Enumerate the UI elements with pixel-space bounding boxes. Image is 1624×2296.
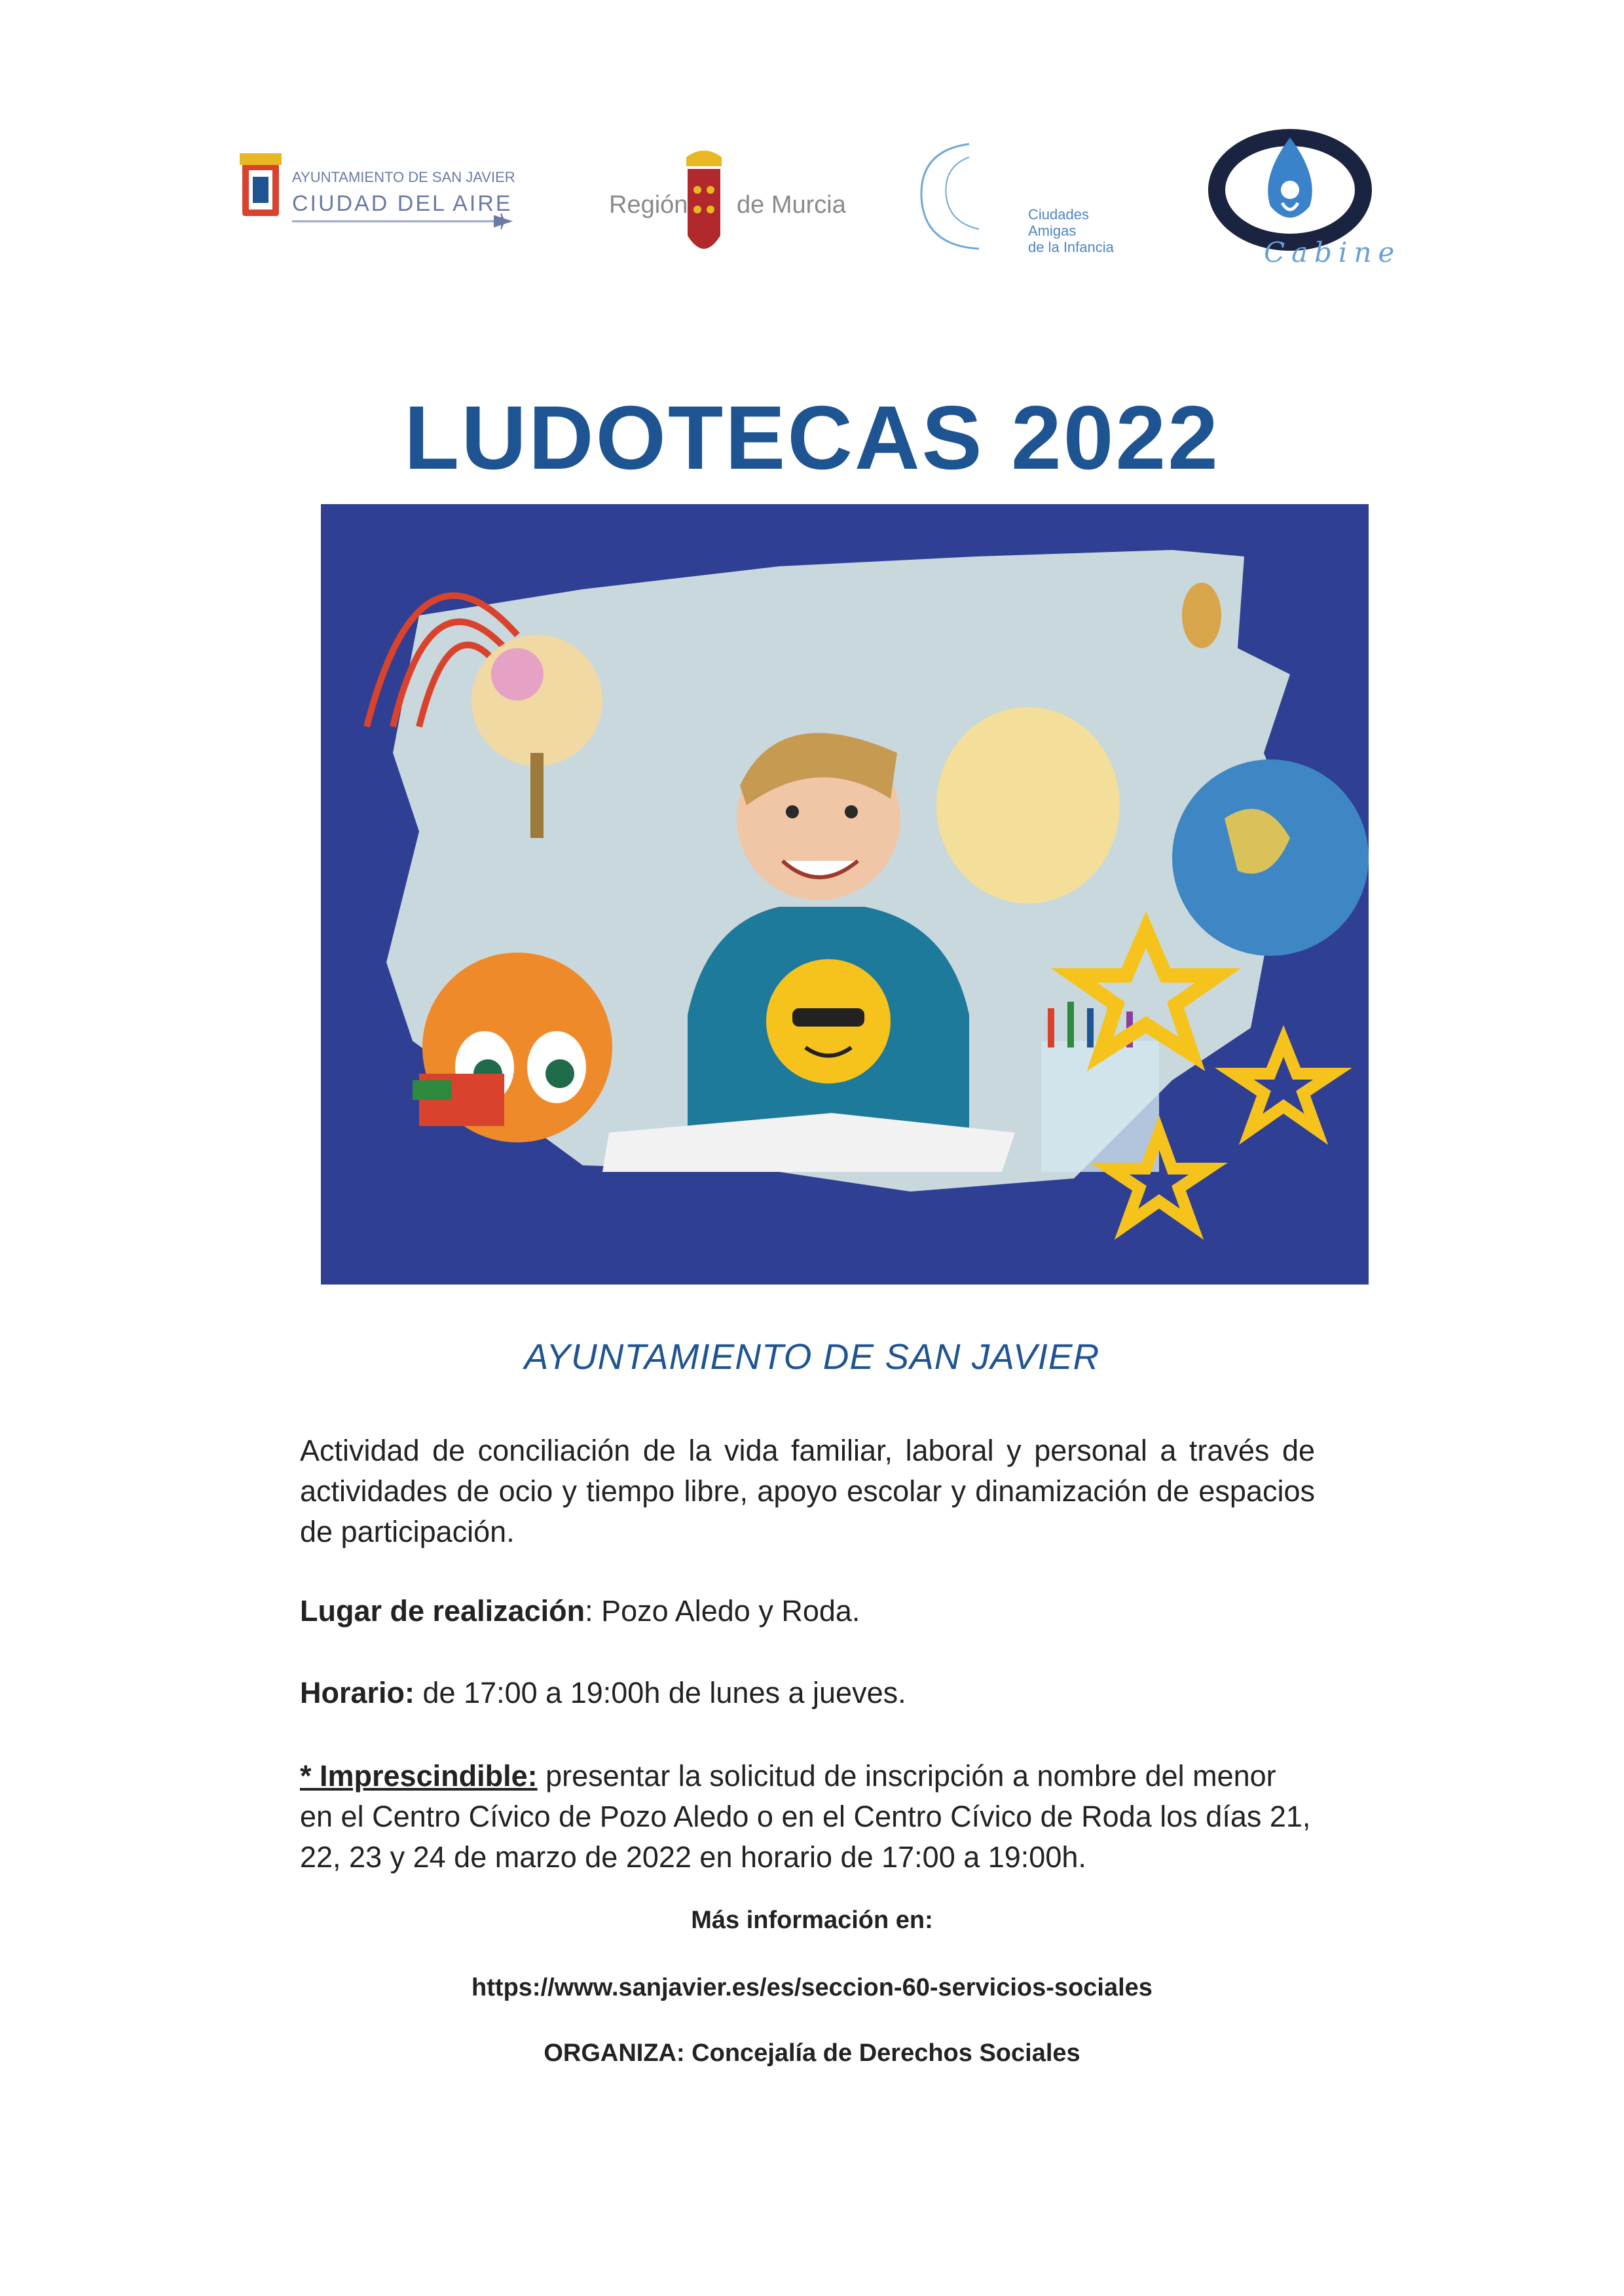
horario-label: Horario: [300,1676,415,1709]
lugar-separator: : [585,1594,602,1628]
san-javier-line2: CIUDAD DEL AIRE [292,191,513,216]
organiza-line: ORGANIZA: Concejalía de Derechos Sociales [544,2039,1080,2067]
lugar-line [300,1591,1315,1631]
lugar-value: Pozo Aledo y Roda. [601,1594,860,1628]
hero-photo [321,504,1369,1285]
organizer-heading: AYUNTAMIENTO DE SAN JAVIER [524,1336,1100,1377]
logo-strip [0,118,1624,314]
imprescindible-value: presentar la solicitud de inscripción a nombre del menor en el Centro Cívico de Pozo Aledo o en el Centro Cívico de Roda los días 21, 22, 23 y 24 de marzo de 2022 en horario de 17:00 a 19:00h. [300,1759,1311,1874]
description-paragraph: Actividad de conciliación de la vida familiar, laboral y personal a través de actividades de ocio y tiempo libre, apoyo escolar y dinamización de espacios de participación. [300,1434,1315,1548]
san-javier-logo [236,151,537,255]
ciudades-line1: Ciudades [1028,206,1089,223]
mas-info-label: Más información en: [691,1906,933,1934]
region-murcia-logo [609,144,851,268]
cabine-logo [1205,124,1401,275]
cabine-script: Cabine [1264,236,1401,268]
ciudades-line3: de la Infancia [1028,239,1114,255]
ciudades-line2: Amigas [1028,223,1077,239]
horario-value: de 17:00 a 19:00h de lunes a jueves. [415,1676,906,1709]
murcia-right-text: de Murcia [737,191,846,219]
lugar-label: Lugar de realización [300,1594,585,1628]
imprescindible-paragraph [300,1756,1315,1878]
horario-line [300,1673,1315,1713]
san-javier-line1: AYUNTAMIENTO DE SAN JAVIER [292,169,515,185]
info-url-link[interactable]: https://www.sanjavier.es/es/seccion-60-servicios-sociales [471,1974,1153,2001]
page-title: LUDOTECAS 2022 [404,388,1220,488]
ciudades-amigas-logo [913,131,1136,262]
imprescindible-label: * Imprescindible: [300,1759,538,1793]
murcia-left-text: Región [609,191,688,219]
